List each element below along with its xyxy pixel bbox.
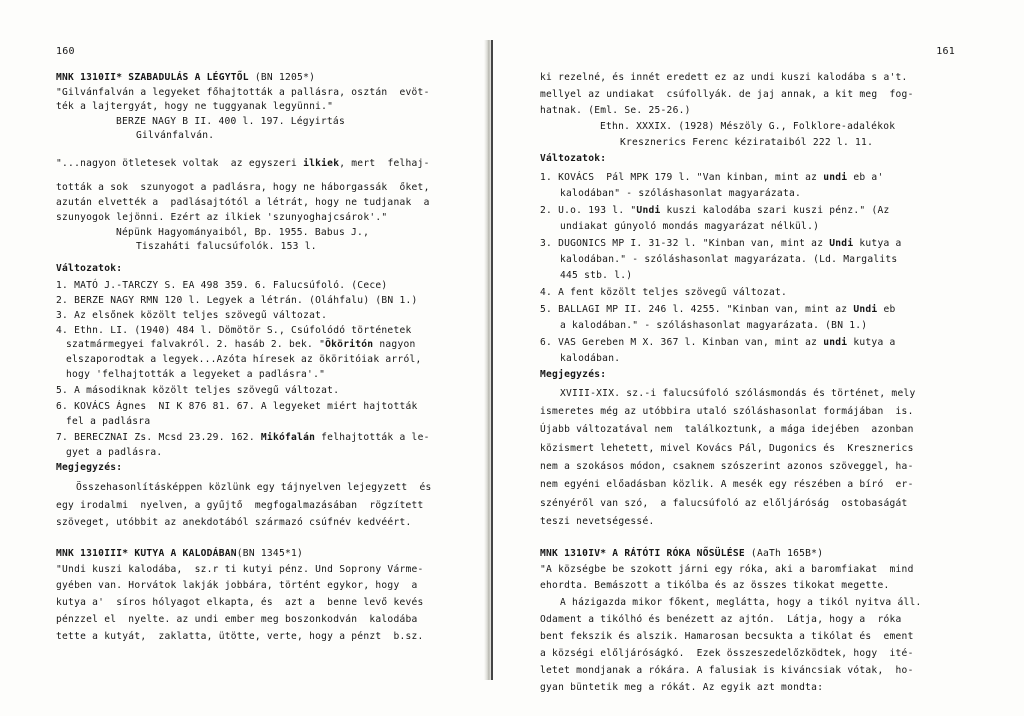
text-run: bent fekszik és alszik. Hamarosan becsukta a tikólat és ement [540,631,914,642]
text-run: Újabb változatával nem találkoztunk, a mága idejében azonban [540,424,914,435]
text-run: 7. BERECZNAI Zs. Mcsd 23.29. 162. [56,432,261,443]
text-run: 1. KOVÁCS Pál MPK 179 l. "Van kinban, mint az [540,172,824,183]
text-line [540,304,896,316]
text-line [540,548,823,560]
text-line [600,121,895,133]
text-run: 4. A fent közölt teljes szövegű változat. [540,287,788,298]
text-line [66,447,162,459]
text-line [540,406,914,418]
text-run: A házigazda mikor főkent, meglátta, hogy a tikól nyitva áll. [560,597,922,608]
text-line [560,221,819,233]
right-page-number: 161 [936,46,955,57]
text-line [66,339,416,351]
text-line [560,597,922,609]
text-line [540,287,787,299]
text-run: ki rezelné, és innét eredett ez az undi kuszi kalodába s a't. [540,72,908,83]
text-line [56,580,418,592]
text-run: 2. U.o. 193 l. " [540,205,637,216]
text-run: , mert felhaj- [339,158,430,169]
text-line [56,614,418,626]
text-run: 445 stb. l.) [560,270,633,281]
text-line [56,295,418,307]
text-run: tották a sok szunyogot a padlásra, hogy ne háborgassák őket, [56,182,430,193]
text-run: hogy 'felhajtották a legyeket a padlásra'." [66,369,326,380]
text-run: 2. BERZE NAGY RMN 120 l. Legyek a létrán. (Oláhfalu) (BN 1.) [56,295,418,306]
text-line [56,197,430,209]
text-run: szöveget, utóbbit az anekdotából származó csúfnév kedvéért. [56,517,412,528]
text-run: eb a' [847,172,884,183]
text-run: 3. DUGONICS MP I. 31-32 l. "Kinban van, mint az [540,238,830,249]
text-run: hatnak. (Eml. Se. 25-26.) [540,105,691,116]
text-run: ismeretes még az utóbbira utaló szóláshasonlat formájában is. [540,406,914,417]
text-line [540,516,655,528]
left-page-number: 160 [56,46,75,57]
bold-text: MNK 1310II* SZABADULÁS A LÉGYTŐL [56,72,249,83]
text-line [540,648,914,660]
text-run: fel a padlásra [66,416,151,427]
text-run: a kalodában." - szóláshasonlat magyarázata. (BN 1.) [560,320,868,331]
text-run: letet mondjanak a rókára. A falusiak is kiváncsiak vótak, ho- [540,665,914,676]
text-run: kutya a [847,337,896,348]
text-run: Tiszaháti falucsúfolók. 153 l. [136,241,317,252]
bold-text: MNK 1310IV* A RÁTÓTI RÓKA NŐSÜLÉSE [540,548,745,559]
text-line [540,337,896,349]
text-line [540,461,914,473]
text-line [540,238,902,250]
text-line [540,153,606,165]
text-run: "...nagyon ötletesek voltak az egyszeri [56,158,304,169]
text-line [540,498,908,510]
text-run: Odament a tikólhó és benézett az ajtón. Látja, hogy a róka [540,614,902,625]
text-line [56,212,387,224]
text-line [56,325,412,337]
text-line [56,597,424,609]
text-run: pénzzel el nyelte. az undi ember meg boszonkodván kalodába [56,614,418,625]
text-run: 5. A másodiknak közölt teljes szövegű változat. [56,385,340,396]
text-run: kutya a [853,238,902,249]
text-line [540,564,914,576]
text-run: mellyel az undiakat csúfollyák. de jaj annak, a kit meg fog- [540,89,914,100]
bold-text: undi [823,337,848,348]
text-line [540,614,902,626]
text-line [540,72,908,84]
text-run: 6. KOVÁCS Ágnes NI K 876 81. 67. A legyeket miért hajtották [56,401,418,412]
text-line [56,385,339,397]
bold-text: Undi [829,238,854,249]
text-run: "Gilvánfalván a legyeket főhajtották a pallásra, osztán evöt- [56,87,430,98]
text-run: kutya a' síros hólyagot elkapta, és azt a benne levő kevés [56,597,424,608]
text-line [56,548,303,560]
text-line [56,280,387,292]
text-run: ték a lajtergyát, hogy ne tuggyanak legyünni." [56,101,334,112]
text-line [116,116,345,128]
text-run: azután elvették a padlásajtótól a létrát, hogy ne tudjanak a [56,197,430,208]
text-line [560,388,916,400]
text-run: elszaporodtak a legyek...Azóta híresek az ököritóiak arról, [66,354,422,365]
text-line [620,137,873,149]
text-run: tette a kutyát, zaklatta, ütötte, verte, hogy a pénzt b.sz. [56,631,424,642]
text-run: teszi nevetségessé. [540,516,655,527]
text-run: kalodában." - szóláshasonlat magyarázata. (Ld. Margalits [560,254,898,265]
text-run: gyet a padlásra. [66,447,163,458]
text-run: Ethn. XXXIX. (1928) Mészöly G., Folklore-adalékok [600,121,896,132]
text-run: 6. VAS Gereben M X. 367 l. Kinban van, mint az [540,337,824,348]
text-run: szatmármegyei falvakról. 2. hasáb 2. bek. " [66,339,326,350]
text-line [56,631,424,643]
text-line [66,416,150,428]
text-line [560,270,632,282]
text-line [560,188,801,200]
text-run: (BN 1345*1) [236,548,304,559]
text-line [540,205,890,217]
text-line [66,369,325,381]
text-line [66,354,422,366]
bold-text: Undi [853,304,878,315]
bold-text: ilkiek [303,158,340,169]
text-run: (BN 1205*) [248,72,316,83]
text-run: Népünk Hagyományaiból, Bp. 1955. Babus J., [116,227,370,238]
text-run: Összehasonlításképpen közlünk egy tájnyelven lejegyzett és [76,482,432,493]
text-run: szunyogok lejönni. Ezért az ilkiek 'szunyoghajcsárok'." [56,212,388,223]
text-run: gyében van. Horvátok lakják jobbára, történt egykor, hogy a [56,580,418,591]
text-run: "Undi kuszi kalodába, sz.r ti kutyi pénz. Und Soprony Várme- [56,564,424,575]
text-run: a községi előljáróságkó. Ezek összeszedelőzködtek, hogy ité- [540,648,914,659]
text-line [56,310,327,322]
text-run: 3. Az elsőnek közölt teljes szövegű változat. [56,310,328,321]
bold-text: Megjegyzés: [56,462,123,473]
text-line [540,369,606,381]
text-line [540,665,914,677]
bold-text: Megjegyzés: [540,369,607,380]
text-line [540,631,914,643]
text-line [56,500,424,512]
text-run: nem a szokásos módon, csaknem szószerint azonos szöveggel, ha- [540,461,914,472]
text-line [540,424,914,436]
text-line [540,443,914,455]
text-run: kuszi kalodába szari kuszi pénz." (Az [660,205,890,216]
text-run: nagyon [373,339,416,350]
text-run: BERZE NAGY B II. 400 l. 197. Légyirtás [116,116,345,127]
text-run: gyan büntetik meg a rókát. Az egyik azt mondta: [540,682,824,693]
text-run: Kresznerics Ferenc kézirataiból 222 l. 11. [620,137,874,148]
text-line [56,263,122,275]
text-line [136,241,317,253]
text-line [56,72,315,84]
text-line [76,482,432,494]
text-run: undiakat gúnyoló mondás magyarázat nélkül.) [560,221,820,232]
text-line [56,462,122,474]
bold-text: Változatok: [540,153,607,164]
text-run: közismert lehetett, mivel Kovács Pál, Dugonics és Kresznerics [540,443,914,454]
text-run: nem egyéni előadásban közlik. A mesék egy részében a bíró er- [540,479,914,490]
bold-text: Undi [636,205,661,216]
text-line [540,580,890,592]
text-line [56,401,418,413]
text-line [56,182,430,194]
text-line [540,172,883,184]
text-run: egy irodalmi nyelven, a gyűjtő megfogalmazásában rögzített [56,500,424,511]
text-run: 4. Ethn. LI. (1940) 484 l. Dömötör S., Csúfolódó történetek [56,325,412,336]
text-line [560,254,897,266]
text-line [56,87,430,99]
text-run: ehordta. Bemászott a tikólba és az összes tikokat megette. [540,580,890,591]
text-run: (AaTh 165B*) [744,548,824,559]
text-line [56,517,412,529]
text-run: XVIII-XIX. sz.-i falucsúfoló szólásmondás és történet, mely [560,388,916,399]
text-run: szényéről van szó, a falucsúfoló az előljáróság ostobaságát [540,498,908,509]
text-run: 1. MATÓ J.-TARCZY S. EA 498 359. 6. Falucsúfoló. (Cece) [56,280,388,291]
text-run: 5. BALLAGI MP II. 246 l. 4255. "Kinban van, mint az [540,304,854,315]
book-gutter-line [491,40,493,680]
text-run: felhajtották a le- [315,432,430,443]
text-line [116,227,369,239]
text-run: Gilvánfalván. [136,130,215,141]
text-line [540,479,914,491]
text-line [56,564,424,576]
text-line [560,320,867,332]
text-line [560,353,620,365]
text-run: "A községbe be szokott járni egy róka, aki a baromfiakat mind [540,564,914,575]
text-run: kalodában" - szóláshasonlat magyarázata. [560,188,802,199]
text-line [56,432,430,444]
text-run: kalodában. [560,353,621,364]
text-line [56,101,333,113]
bold-text: Változatok: [56,263,123,274]
text-line [136,130,214,142]
text-run: eb [877,304,896,315]
bold-text: MNK 1310III* KUTYA A KALODÁBAN [56,548,237,559]
text-line [540,89,914,101]
bold-text: Mikófalán [260,432,316,443]
bold-text: undi [823,172,848,183]
bold-text: Ököritón [325,339,374,350]
text-line [540,682,823,694]
text-line [540,105,691,117]
text-line [56,158,430,170]
